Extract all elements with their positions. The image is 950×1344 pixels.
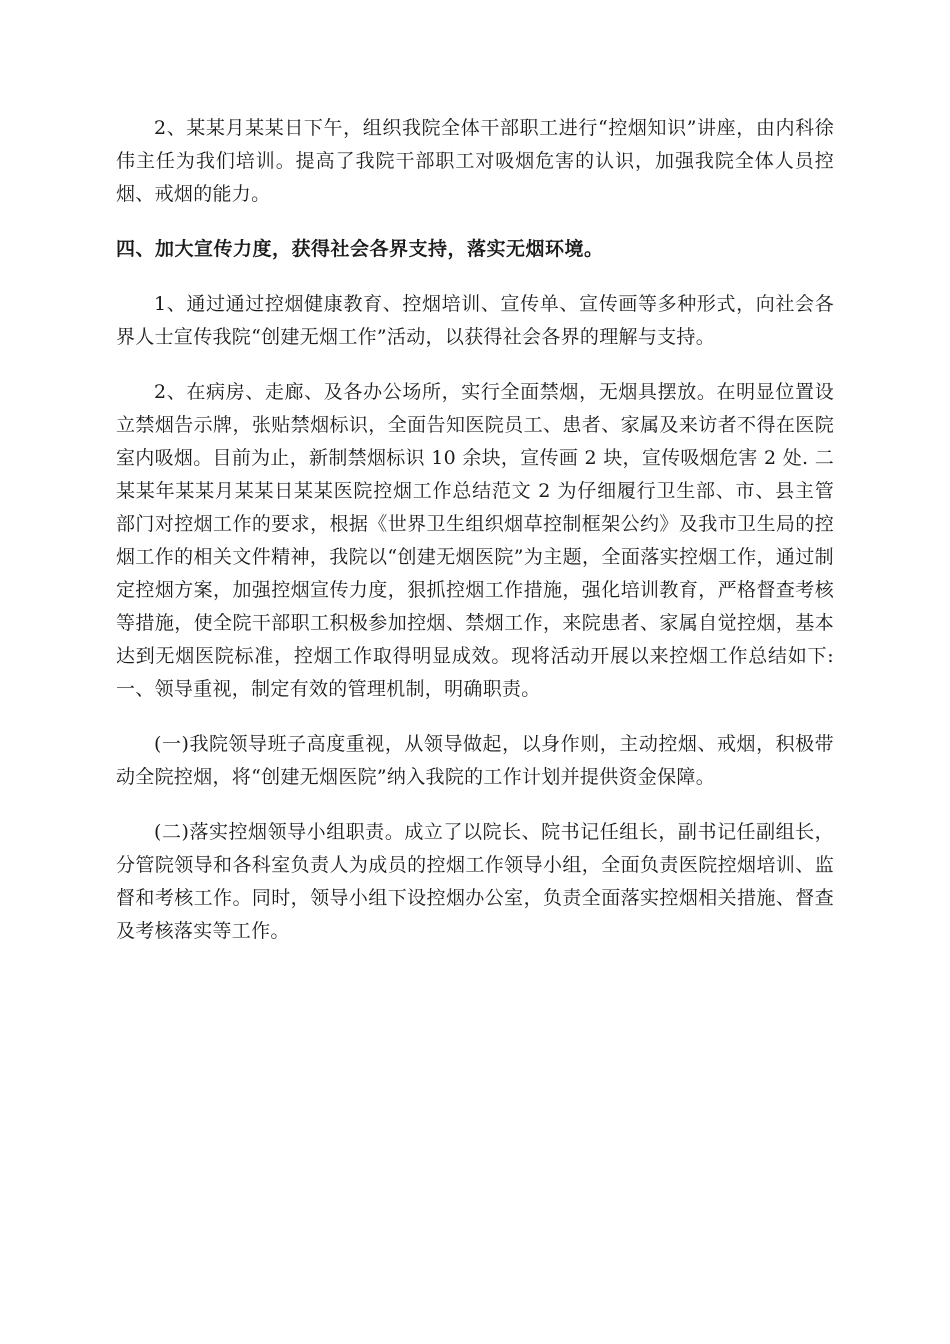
paragraph-no-smoking-areas: 2、在病房、走廊、及各办公场所，实行全面禁烟，无烟具摆放。在明显位置设立禁烟告示牌，张贴禁烟标识，全面告知医院员工、患者、家属及来访者不得在医院室内吸烟。目前为止，新制禁烟标识 10 余块，宣传画 2 块，宣传吸烟危害 2 处. 二某某年某某月某某日某某医院控烟工作总结范文 2 为仔细履行卫生部、市、县主管部门对控烟工作的要求，根据《世界卫生组织烟草控制框架公约》及我市卫生局的控烟工作的相关文件精神，我院以“创建无烟医院”为主题，全面落实控烟工作，通过制定控烟方案，加强控烟宣传力度，狠抓控烟工作措施，强化培训教育，严格督查考核等措施，使全院干部职工积极参加控烟、禁烟工作，来院患者、家属自觉控烟，基本达到无烟医院标准，控烟工作取得明显成效。现将活动开展以来控烟工作总结如下:一、领导重视，制定有效的管理机制，明确职责。 <box>116 381 834 700</box>
paragraph-leading-group: (二)落实控烟领导小组职责。成立了以院长、院书记任组长，副书记任副组长，分管院领导和各科室负责人为成员的控烟工作领导小组，全面负责医院控烟培训、监督和考核工作。同时，领导小组下设控烟办公室，负责全面落实控烟相关措施、督查及考核落实等工作。 <box>116 821 834 942</box>
paragraph-publicity: 1、通过通过控烟健康教育、控烟培训、宣传单、宣传画等多种形式，向社会各界人士宣传我院“创建无烟工作”活动，以获得社会各界的理解与支持。 <box>116 293 834 348</box>
section-heading-4: 四、加大宣传力度，获得社会各界支持，落实无烟环境。 <box>116 238 604 260</box>
paragraph-lecture: 2、某某月某某日下午，组织我院全体干部职工进行“控烟知识”讲座，由内科徐伟主任为我们培训。提高了我院干部职工对吸烟危害的认识，加强我院全体人员控烟、戒烟的能力。 <box>116 117 834 205</box>
paragraph-leadership: (一)我院领导班子高度重视，从领导做起，以身作则，主动控烟、戒烟，积极带动全院控烟，将“创建无烟医院”纳入我院的工作计划并提供资金保障。 <box>116 733 834 788</box>
document-body <box>116 112 834 970</box>
